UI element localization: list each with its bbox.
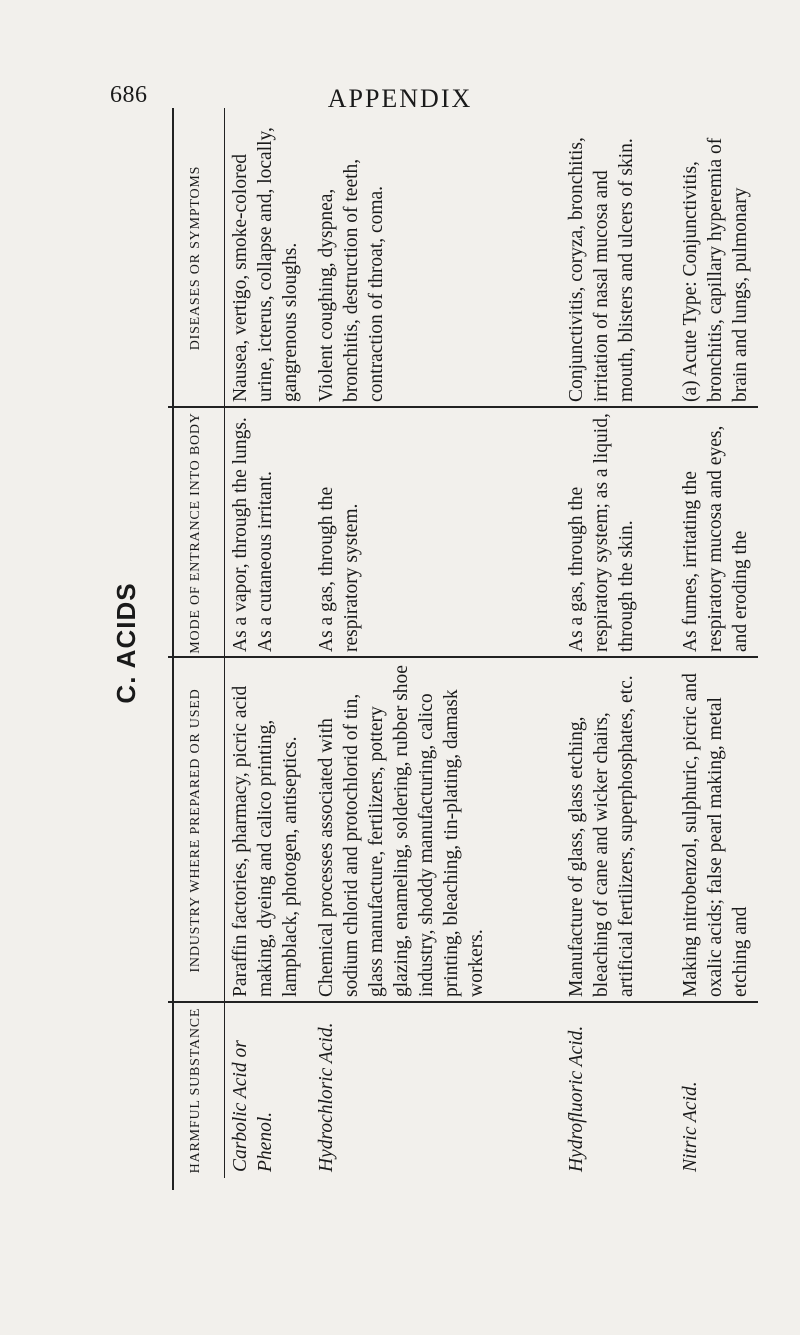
substance-cell: Hydrochloric Acid. (316, 1022, 337, 1172)
running-head: APPENDIX (327, 84, 473, 113)
table-header-row (168, 108, 225, 1178)
table-row (674, 108, 758, 1178)
acids-table (110, 108, 758, 1178)
diseases-cell: Conjunctivitis, coryza, bronchitis, irritation of nasal mucosa and mouth, blisters and ulcers of skin. (566, 137, 637, 402)
header-diseases: DISEASES OR SYMPTOMS (188, 165, 203, 351)
header-industry: INDUSTRY WHERE PREPARED OR USED (188, 688, 203, 973)
diseases-cell: Violent coughing, dyspnea, bronchitis, destruction of teeth, contraction of throat, coma. (316, 158, 387, 402)
substance-cell: Hydrofluoric Acid. (566, 1025, 587, 1172)
industry-cell: Chemical processes associated with sodium chlorid and protochlorid of tin, glass manufacture, fertilizers, pottery glazing, enameling, soldering, rubber shoe industry, shoddy manufacturing, calico printing, bleaching, tin-plating, damask workers. (316, 665, 487, 997)
table-row (310, 108, 530, 1178)
diseases-cell: Nausea, vertigo, smoke-colored urine, icterus, collapse and, locally, gangrenous sloughs. (230, 127, 301, 402)
diseases-cell: (a) Acute Type: Conjunctivitis, bronchitis, capillary hyperemia of brain and lungs, pulmonary (680, 137, 751, 402)
substance-cell: Nitric Acid. (680, 1081, 701, 1172)
mode-cell: As a vapor, through the lungs. As a cutaneous irritant. (230, 417, 276, 652)
header-mode-of-entrance: MODE OF ENTRANCE INTO BODY (188, 412, 203, 654)
mode-cell: As a gas, through the respiratory system. (316, 486, 362, 652)
industry-cell: Making nitrobenzol, sulphuric, picric and oxalic acids; false pearl making, metal etching and (680, 673, 751, 997)
mode-cell: As a gas, through the respiratory system; as a liquid, through the skin. (566, 413, 637, 652)
header-harmful-substance: HARMFUL SUBSTANCE (188, 1007, 203, 1174)
section-title: C. ACIDS (110, 582, 141, 704)
industry-cell: Manufacture of glass, glass etching, bleaching of cane and wicker chairs, artificial fertilizers, superphosphates, etc. (566, 675, 637, 997)
substance-cell: Carbolic Acid or Phenol. (230, 1040, 276, 1172)
industry-cell: Paraffin factories, pharmacy, picric acid making, dyeing and calico printing, lampblack, photogen, antiseptics. (230, 685, 301, 997)
page-number: 686 (110, 82, 148, 108)
table-row (224, 108, 306, 1178)
mode-cell: As fumes, irritating the respiratory mucosa and eyes, and eroding the (680, 425, 751, 652)
table-row (560, 108, 670, 1178)
